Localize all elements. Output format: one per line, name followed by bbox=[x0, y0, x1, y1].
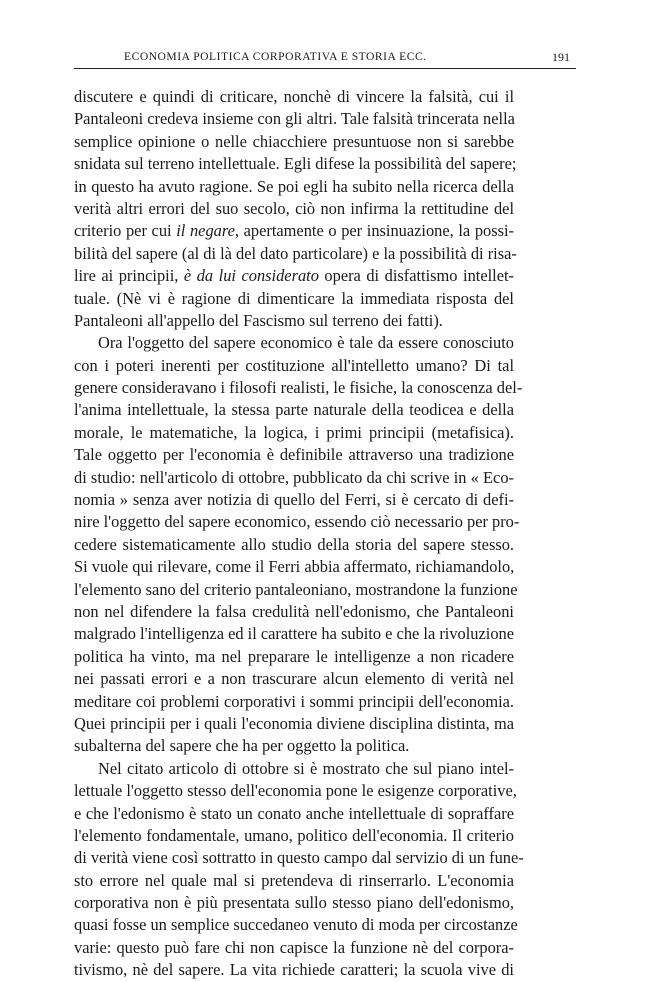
running-title: ECONOMIA POLITICA CORPORATIVA E STORIA ECC. bbox=[124, 50, 427, 63]
text-line: nei passati errori e a non trascurare alcun elemento di verità nel bbox=[74, 669, 514, 689]
body-text bbox=[74, 86, 524, 982]
text-line: nomia » senza aver notizia di quello del Ferri, si è cercato di defi- bbox=[74, 490, 514, 510]
text-line: l'elemento fondamentale, umano, politico dell'economia. Il criterio bbox=[74, 825, 514, 845]
text-line: di studio: nell'articolo di ottobre, pubblicato da chi scrive in « Eco- bbox=[74, 467, 514, 487]
text-line: lettuale l'oggetto stesso dell'economia pone le esigenze corporative, bbox=[74, 781, 517, 801]
text-line: cedere sistematicamente allo studio della storia del sapere stesso. bbox=[74, 534, 514, 554]
text-line: nire l'oggetto del sapere economico, essendo ciò necessario per pro- bbox=[74, 512, 520, 532]
text-line: Si vuole qui rilevare, come il Ferri abbia affermato, richiamandolo, bbox=[74, 557, 515, 577]
emphasis-text: è da lui considerato bbox=[183, 266, 319, 286]
text-line: Tale oggetto per l'economia è definibile attraverso una tradizione bbox=[74, 445, 514, 465]
text-line: politica ha vinto, ma nel preparare le intelligenze a non ricadere bbox=[74, 646, 514, 666]
text-line: genere consideravano i filosofi realisti, le fisiche, la conoscenza del- bbox=[74, 378, 523, 398]
text-line: corporativa non è più presentata sullo stesso piano dell'edonismo, bbox=[74, 893, 514, 913]
text-line: di verità viene così sottratto in questo campo dal servizio di un fune- bbox=[74, 848, 524, 868]
text-line: tuale. (Nè vi è ragione di dimenticare la immediata risposta del bbox=[74, 288, 514, 308]
text-line: discutere e quindi di criticare, nonchè di vincere la falsità, cui il bbox=[74, 87, 514, 106]
text-line: Pantaleoni credeva insieme con gli altri. Tale falsità trincerata nella bbox=[74, 109, 515, 129]
text-line: tivismo, nè del sapere. La vita richiede caratteri; la scuola vive di bbox=[74, 960, 514, 980]
text-line: non nel difendere la falsa credulità nell'edonismo, che Pantaleoni bbox=[74, 601, 514, 621]
text-line: sto errore nel quale mal si pretendeva di rinserrarlo. L'economia bbox=[74, 870, 514, 890]
text-line: Pantaleoni all'appello del Fascismo sul terreno dei fatti). bbox=[74, 310, 443, 330]
text-line: criterio per cui il negare, apertamente o per insinuazione, la possi- bbox=[74, 221, 514, 241]
text-line: Ora l'oggetto del sapere economico è tale da essere conosciuto bbox=[98, 333, 514, 353]
text-line: bilità del sapere (al di là del dato particolare) e la possibilità di risa- bbox=[74, 243, 517, 263]
text-line: morale, le matematiche, la logica, i primi principii (metafisica). bbox=[74, 422, 514, 442]
text-line: l'elemento sano del criterio pantaleoniano, mostrandone la funzione bbox=[74, 579, 518, 599]
text-line: subalterna del sapere che ha per oggetto la politica. bbox=[74, 736, 410, 756]
text-line: lire ai principii, è da lui considerato opera di disfattismo intellet- bbox=[74, 266, 514, 286]
text-line: Quei principii per i quali l'economia diviene disciplina distinta, ma bbox=[74, 713, 514, 733]
running-head bbox=[74, 48, 576, 68]
text-line: Nel citato articolo di ottobre si è mostrato che sul piano intel- bbox=[98, 758, 514, 778]
text-line: snidata sul terreno intellettuale. Egli difese la possibilità del sapere; bbox=[74, 154, 517, 174]
text-line: l'anima intellettuale, la stessa parte naturale della teodicea e della bbox=[74, 400, 514, 420]
text-line: malgrado l'intelligenza ed il carattere ha subito e che la rivoluzione bbox=[74, 624, 514, 644]
text-line: semplice opinione o nelle chiacchiere presuntuose non si sarebbe bbox=[74, 131, 514, 151]
text-line: e che l'edonismo è stato un conato anche intellettuale di sopraffare bbox=[74, 803, 514, 823]
emphasis-text: il negare bbox=[176, 221, 235, 241]
text-line: meditare coi problemi corporativi i sommi principii dell'economia. bbox=[74, 691, 514, 711]
text-line: varie: questo può fare chi non capisce la funzione nè del corpora- bbox=[74, 937, 514, 957]
text-line: con i poteri inerenti per costituzione all'intelletto umano? Di tal bbox=[74, 355, 514, 375]
text-line: verità altri errori del suo secolo, ciò non infirma la rettitudine del bbox=[74, 198, 514, 218]
header-rule bbox=[74, 68, 576, 69]
text-line: in questo ha avuto ragione. Se poi egli ha subito nella ricerca della bbox=[74, 176, 514, 196]
page-number: 191 bbox=[552, 50, 570, 64]
text-line: quasi fosse un semplice succedaneo venuto di moda per circostanze bbox=[74, 915, 518, 935]
